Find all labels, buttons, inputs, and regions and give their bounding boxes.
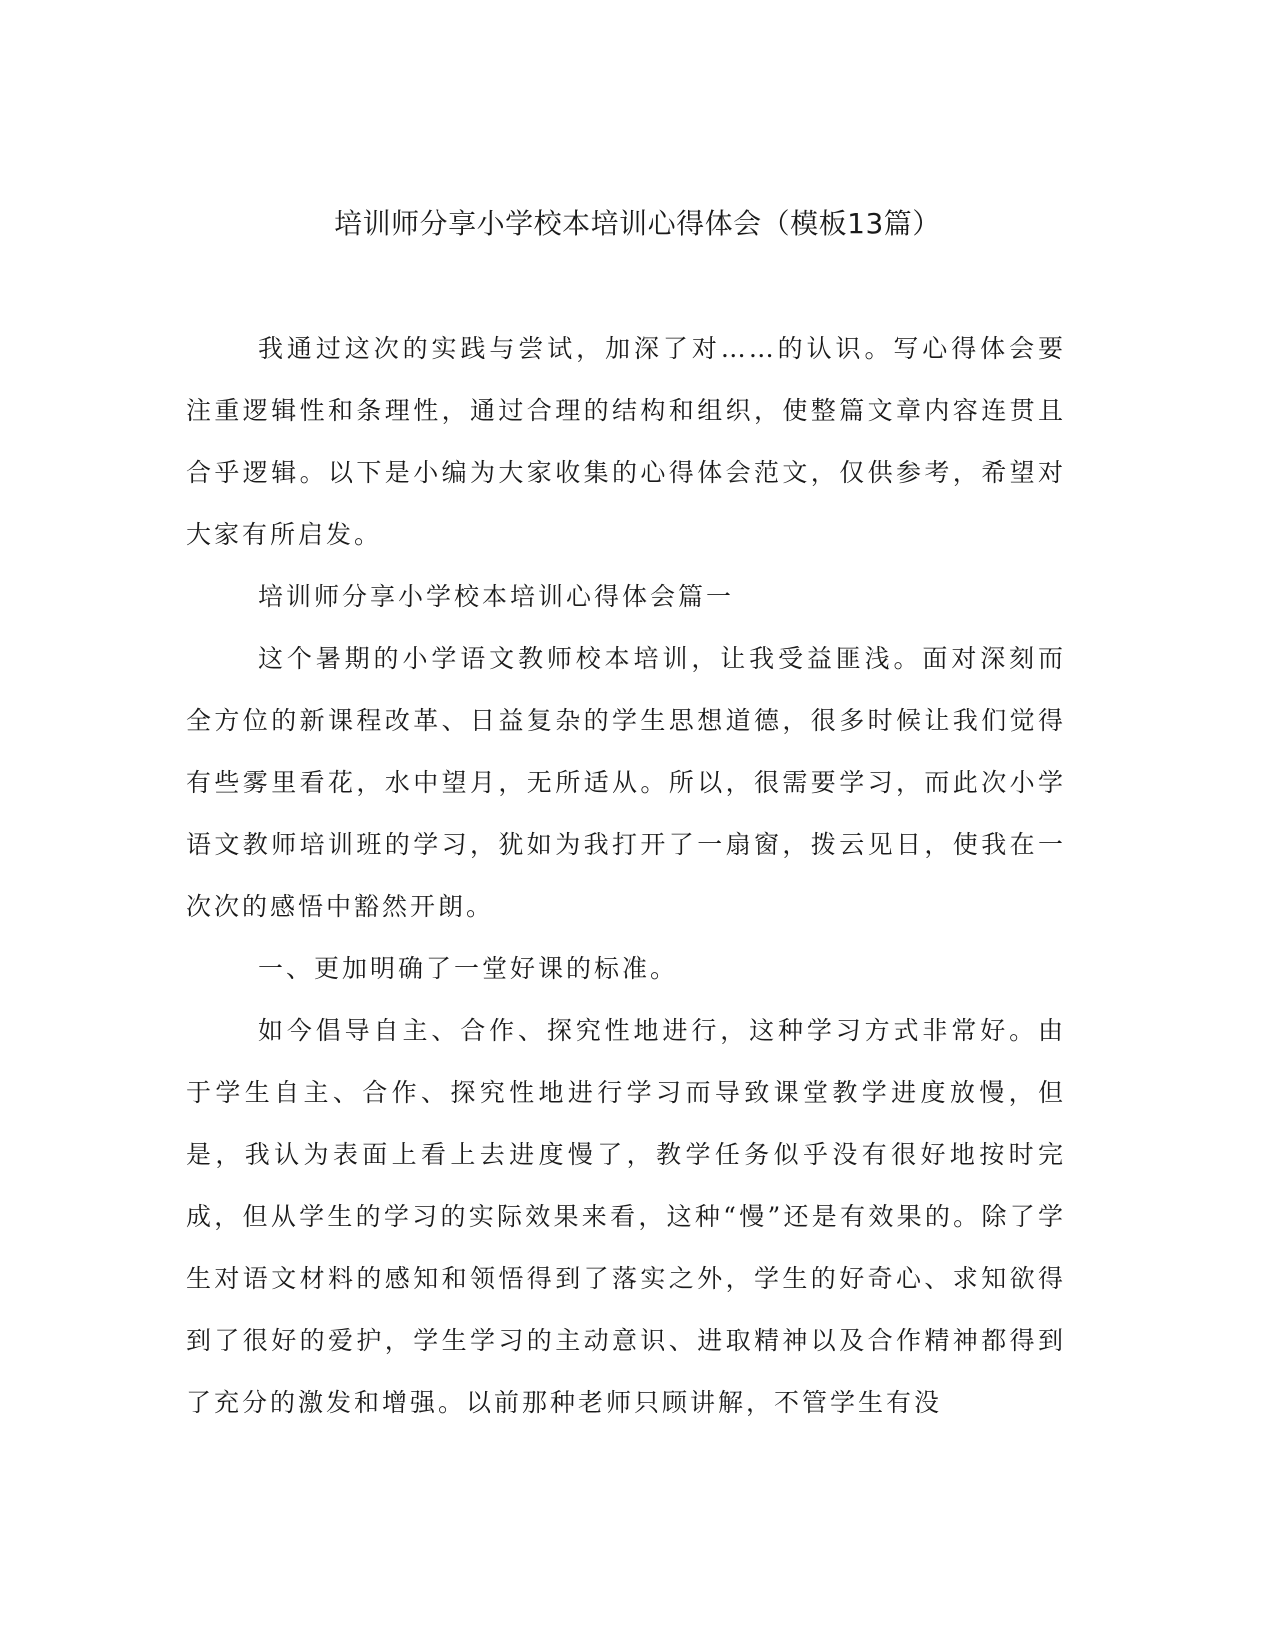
document-body xyxy=(186,318,1066,1434)
section-heading: 培训师分享小学校本培训心得体会篇一 xyxy=(258,582,735,611)
body-paragraph: 这个暑期的小学语文教师校本培训，让我受益匪浅。面对深刻而全方位的新课程改革、日益复杂的学生思想道德，很多时候让我们觉得有些雾里看花，水中望月，无所适从。所以，很需要学习，而此次小学语文教师培训班的学习，犹如为我打开了一扇窗，拨云见日，使我在一次次的感悟中豁然开朗。 xyxy=(186,644,1066,921)
intro-paragraph: 我通过这次的实践与尝试，加深了对……的认识。写心得体会要注重逻辑性和条理性，通过合理的结构和组织，使整篇文章内容连贯且合乎逻辑。以下是小编为大家收集的心得体会范文，仅供参考，希望对大家有所启发。 xyxy=(186,334,1066,549)
body-paragraph: 如今倡导自主、合作、探究性地进行，这种学习方式非常好。由于学生自主、合作、探究性地进行学习而导致课堂教学进度放慢，但是，我认为表面上看上去进度慢了，教学任务似乎没有很好地按时完成，但从学生的学习的实际效果来看，这种“慢”还是有效果的。除了学生对语文材料的感知和领悟得到了落实之外，学生的好奇心、求知欲得到了很好的爱护，学生学习的主动意识、进取精神以及合作精神都得到了充分的激发和增强。以前那种老师只顾讲解，不管学生有没 xyxy=(186,1016,1066,1417)
subsection-heading: 一、更加明确了一堂好课的标准。 xyxy=(258,954,679,983)
document-title: 培训师分享小学校本培训心得体会（模板13篇） xyxy=(334,207,941,240)
